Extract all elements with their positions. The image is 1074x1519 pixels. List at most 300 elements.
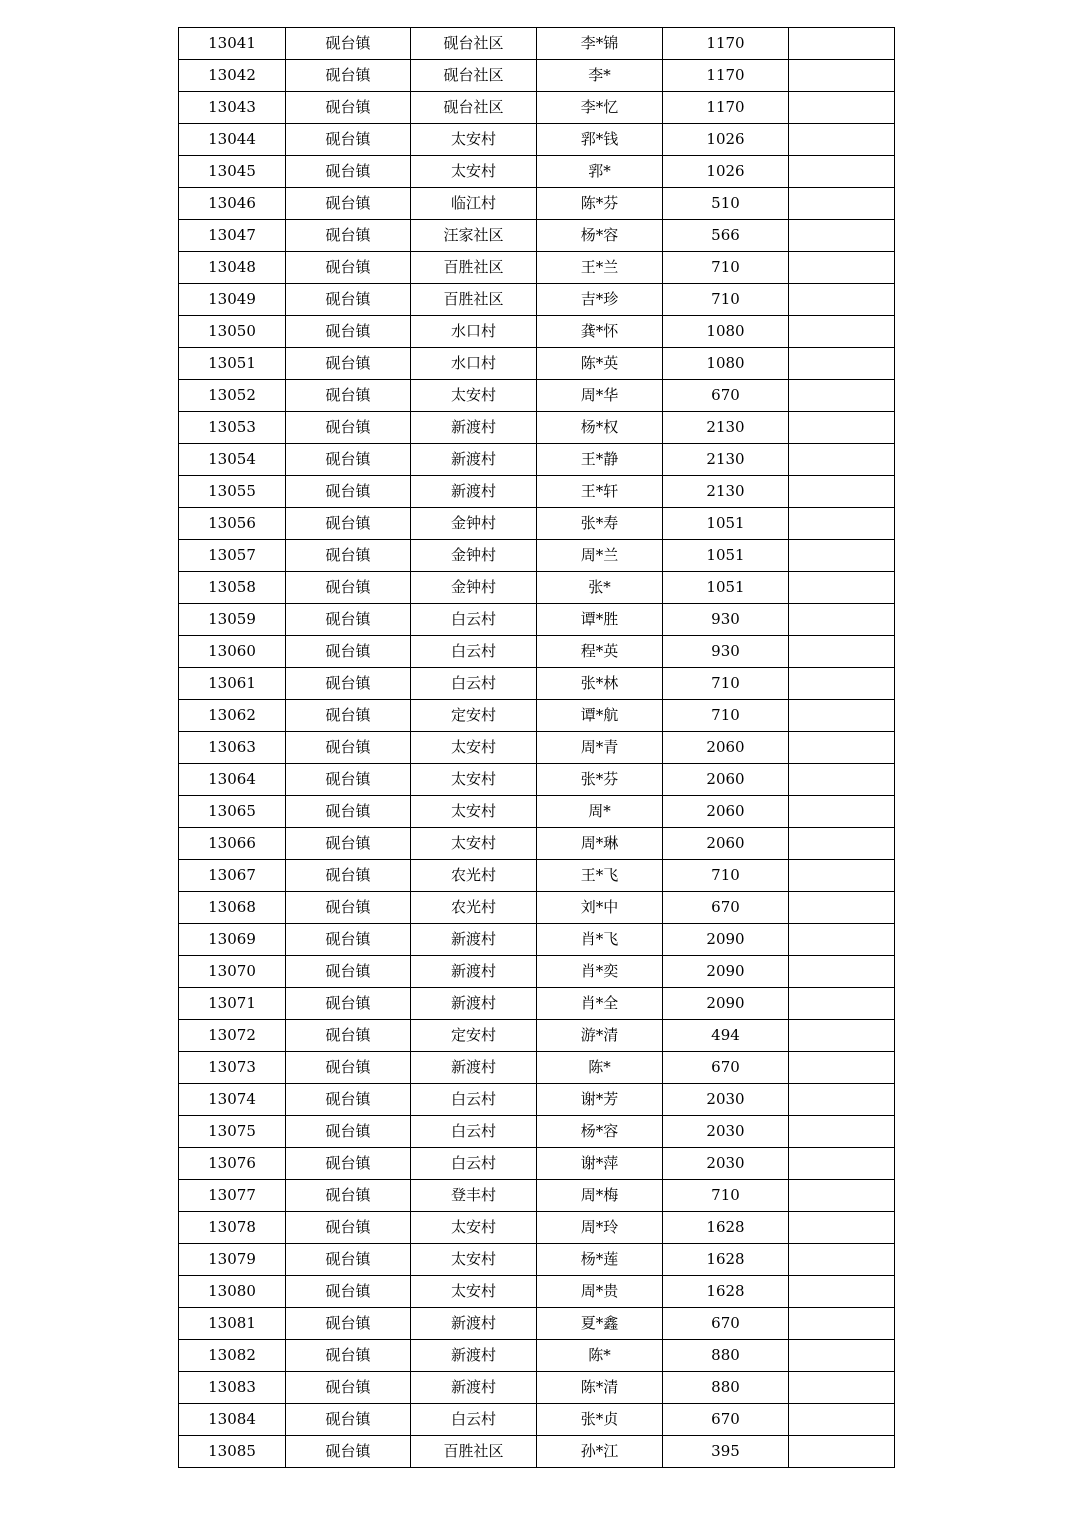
town-cell: 砚台镇 <box>286 1276 411 1308</box>
note-cell <box>789 700 895 732</box>
table-row <box>179 924 895 956</box>
name-cell: 陈* <box>537 1340 663 1372</box>
town-cell: 砚台镇 <box>286 380 411 412</box>
note-cell <box>789 1308 895 1340</box>
name-cell: 周*兰 <box>537 540 663 572</box>
row-id-cell: 13060 <box>179 636 286 668</box>
amount-cell: 710 <box>663 252 789 284</box>
name-cell: 张*林 <box>537 668 663 700</box>
name-cell: 陈*芬 <box>537 188 663 220</box>
name-cell: 李* <box>537 60 663 92</box>
row-id-cell: 13063 <box>179 732 286 764</box>
town-cell: 砚台镇 <box>286 732 411 764</box>
village-cell: 太安村 <box>411 1244 537 1276</box>
note-cell <box>789 668 895 700</box>
table-row <box>179 92 895 124</box>
town-cell: 砚台镇 <box>286 604 411 636</box>
table-row <box>179 60 895 92</box>
village-cell: 太安村 <box>411 1276 537 1308</box>
row-id-cell: 13073 <box>179 1052 286 1084</box>
row-id-cell: 13081 <box>179 1308 286 1340</box>
amount-cell: 1628 <box>663 1244 789 1276</box>
row-id-cell: 13067 <box>179 860 286 892</box>
amount-cell: 1026 <box>663 156 789 188</box>
table-row <box>179 444 895 476</box>
row-id-cell: 13049 <box>179 284 286 316</box>
row-id-cell: 13055 <box>179 476 286 508</box>
town-cell: 砚台镇 <box>286 1148 411 1180</box>
row-id-cell: 13085 <box>179 1436 286 1468</box>
note-cell <box>789 444 895 476</box>
note-cell <box>789 412 895 444</box>
row-id-cell: 13068 <box>179 892 286 924</box>
amount-cell: 1628 <box>663 1276 789 1308</box>
amount-cell: 510 <box>663 188 789 220</box>
table-row <box>179 668 895 700</box>
village-cell: 太安村 <box>411 1212 537 1244</box>
table-row <box>179 1052 895 1084</box>
amount-cell: 1080 <box>663 348 789 380</box>
table-row <box>179 1340 895 1372</box>
amount-cell: 710 <box>663 668 789 700</box>
row-id-cell: 13077 <box>179 1180 286 1212</box>
table-row <box>179 956 895 988</box>
note-cell <box>789 1276 895 1308</box>
name-cell: 张*贞 <box>537 1404 663 1436</box>
name-cell: 谭*胜 <box>537 604 663 636</box>
row-id-cell: 13042 <box>179 60 286 92</box>
row-id-cell: 13048 <box>179 252 286 284</box>
note-cell <box>789 1180 895 1212</box>
table-row <box>179 28 895 60</box>
name-cell: 程*英 <box>537 636 663 668</box>
amount-cell: 710 <box>663 1180 789 1212</box>
table-row <box>179 764 895 796</box>
table-row <box>179 188 895 220</box>
town-cell: 砚台镇 <box>286 700 411 732</box>
note-cell <box>789 348 895 380</box>
name-cell: 龚*怀 <box>537 316 663 348</box>
note-cell <box>789 1436 895 1468</box>
name-cell: 周*玲 <box>537 1212 663 1244</box>
amount-cell: 880 <box>663 1372 789 1404</box>
town-cell: 砚台镇 <box>286 1340 411 1372</box>
name-cell: 杨*容 <box>537 1116 663 1148</box>
row-id-cell: 13082 <box>179 1340 286 1372</box>
amount-cell: 2030 <box>663 1148 789 1180</box>
amount-cell: 670 <box>663 1308 789 1340</box>
village-cell: 农光村 <box>411 892 537 924</box>
amount-cell: 2130 <box>663 444 789 476</box>
village-cell: 太安村 <box>411 732 537 764</box>
amount-cell: 1628 <box>663 1212 789 1244</box>
village-cell: 白云村 <box>411 604 537 636</box>
table-row <box>179 156 895 188</box>
row-id-cell: 13069 <box>179 924 286 956</box>
row-id-cell: 13066 <box>179 828 286 860</box>
name-cell: 周*梅 <box>537 1180 663 1212</box>
town-cell: 砚台镇 <box>286 892 411 924</box>
amount-cell: 1170 <box>663 92 789 124</box>
town-cell: 砚台镇 <box>286 220 411 252</box>
town-cell: 砚台镇 <box>286 412 411 444</box>
town-cell: 砚台镇 <box>286 860 411 892</box>
table-row <box>179 1244 895 1276</box>
amount-cell: 1051 <box>663 508 789 540</box>
note-cell <box>789 860 895 892</box>
village-cell: 太安村 <box>411 796 537 828</box>
table-row <box>179 540 895 572</box>
name-cell: 张*寿 <box>537 508 663 540</box>
amount-cell: 2090 <box>663 924 789 956</box>
amount-cell: 2060 <box>663 828 789 860</box>
row-id-cell: 13047 <box>179 220 286 252</box>
village-cell: 百胜社区 <box>411 284 537 316</box>
amount-cell: 2060 <box>663 764 789 796</box>
town-cell: 砚台镇 <box>286 28 411 60</box>
village-cell: 新渡村 <box>411 924 537 956</box>
amount-cell: 710 <box>663 860 789 892</box>
table-row <box>179 1212 895 1244</box>
village-cell: 百胜社区 <box>411 252 537 284</box>
amount-cell: 670 <box>663 1404 789 1436</box>
note-cell <box>789 1052 895 1084</box>
row-id-cell: 13083 <box>179 1372 286 1404</box>
note-cell <box>789 924 895 956</box>
table-row <box>179 316 895 348</box>
village-cell: 登丰村 <box>411 1180 537 1212</box>
table-row <box>179 1404 895 1436</box>
name-cell: 张* <box>537 572 663 604</box>
roster-table-body <box>179 28 895 1468</box>
name-cell: 李*忆 <box>537 92 663 124</box>
town-cell: 砚台镇 <box>286 1372 411 1404</box>
row-id-cell: 13080 <box>179 1276 286 1308</box>
village-cell: 水口村 <box>411 316 537 348</box>
row-id-cell: 13043 <box>179 92 286 124</box>
village-cell: 金钟村 <box>411 572 537 604</box>
table-row <box>179 604 895 636</box>
row-id-cell: 13044 <box>179 124 286 156</box>
amount-cell: 1051 <box>663 540 789 572</box>
town-cell: 砚台镇 <box>286 1052 411 1084</box>
name-cell: 王*兰 <box>537 252 663 284</box>
name-cell: 周* <box>537 796 663 828</box>
row-id-cell: 13045 <box>179 156 286 188</box>
amount-cell: 2090 <box>663 988 789 1020</box>
note-cell <box>789 188 895 220</box>
village-cell: 新渡村 <box>411 956 537 988</box>
row-id-cell: 13078 <box>179 1212 286 1244</box>
village-cell: 新渡村 <box>411 1052 537 1084</box>
village-cell: 汪家社区 <box>411 220 537 252</box>
row-id-cell: 13057 <box>179 540 286 572</box>
name-cell: 郛* <box>537 156 663 188</box>
amount-cell: 2030 <box>663 1084 789 1116</box>
note-cell <box>789 1020 895 1052</box>
town-cell: 砚台镇 <box>286 956 411 988</box>
row-id-cell: 13084 <box>179 1404 286 1436</box>
town-cell: 砚台镇 <box>286 1436 411 1468</box>
village-cell: 新渡村 <box>411 1372 537 1404</box>
table-row <box>179 284 895 316</box>
note-cell <box>789 220 895 252</box>
village-cell: 新渡村 <box>411 444 537 476</box>
row-id-cell: 13058 <box>179 572 286 604</box>
amount-cell: 2030 <box>663 1116 789 1148</box>
town-cell: 砚台镇 <box>286 796 411 828</box>
row-id-cell: 13053 <box>179 412 286 444</box>
table-row <box>179 380 895 412</box>
amount-cell: 710 <box>663 700 789 732</box>
note-cell <box>789 1116 895 1148</box>
amount-cell: 670 <box>663 892 789 924</box>
amount-cell: 930 <box>663 604 789 636</box>
town-cell: 砚台镇 <box>286 316 411 348</box>
row-id-cell: 13070 <box>179 956 286 988</box>
town-cell: 砚台镇 <box>286 124 411 156</box>
village-cell: 太安村 <box>411 124 537 156</box>
row-id-cell: 13076 <box>179 1148 286 1180</box>
village-cell: 白云村 <box>411 1404 537 1436</box>
name-cell: 周*贵 <box>537 1276 663 1308</box>
name-cell: 孙*江 <box>537 1436 663 1468</box>
row-id-cell: 13051 <box>179 348 286 380</box>
roster-table <box>178 27 895 1468</box>
town-cell: 砚台镇 <box>286 1308 411 1340</box>
table-row <box>179 1084 895 1116</box>
table-row <box>179 572 895 604</box>
row-id-cell: 13056 <box>179 508 286 540</box>
amount-cell: 2130 <box>663 412 789 444</box>
name-cell: 张*芬 <box>537 764 663 796</box>
note-cell <box>789 508 895 540</box>
village-cell: 砚台社区 <box>411 92 537 124</box>
amount-cell: 2060 <box>663 796 789 828</box>
village-cell: 金钟村 <box>411 508 537 540</box>
note-cell <box>789 764 895 796</box>
note-cell <box>789 1244 895 1276</box>
note-cell <box>789 1340 895 1372</box>
amount-cell: 670 <box>663 380 789 412</box>
name-cell: 李*锦 <box>537 28 663 60</box>
table-row <box>179 700 895 732</box>
table-row <box>179 796 895 828</box>
note-cell <box>789 252 895 284</box>
table-row <box>179 1148 895 1180</box>
town-cell: 砚台镇 <box>286 476 411 508</box>
name-cell: 游*清 <box>537 1020 663 1052</box>
village-cell: 白云村 <box>411 636 537 668</box>
note-cell <box>789 1372 895 1404</box>
table-row <box>179 860 895 892</box>
name-cell: 王*飞 <box>537 860 663 892</box>
town-cell: 砚台镇 <box>286 924 411 956</box>
table-row <box>179 1436 895 1468</box>
village-cell: 新渡村 <box>411 412 537 444</box>
amount-cell: 1080 <box>663 316 789 348</box>
amount-cell: 1026 <box>663 124 789 156</box>
name-cell: 谢*芳 <box>537 1084 663 1116</box>
village-cell: 金钟村 <box>411 540 537 572</box>
table-row <box>179 732 895 764</box>
town-cell: 砚台镇 <box>286 348 411 380</box>
amount-cell: 566 <box>663 220 789 252</box>
town-cell: 砚台镇 <box>286 252 411 284</box>
name-cell: 刘*中 <box>537 892 663 924</box>
row-id-cell: 13041 <box>179 28 286 60</box>
village-cell: 定安村 <box>411 700 537 732</box>
amount-cell: 930 <box>663 636 789 668</box>
name-cell: 周*华 <box>537 380 663 412</box>
note-cell <box>789 316 895 348</box>
village-cell: 新渡村 <box>411 476 537 508</box>
town-cell: 砚台镇 <box>286 636 411 668</box>
table-row <box>179 1020 895 1052</box>
amount-cell: 1170 <box>663 60 789 92</box>
note-cell <box>789 284 895 316</box>
table-row <box>179 1372 895 1404</box>
name-cell: 陈*英 <box>537 348 663 380</box>
table-row <box>179 636 895 668</box>
name-cell: 王*静 <box>537 444 663 476</box>
village-cell: 临江村 <box>411 188 537 220</box>
name-cell: 肖*飞 <box>537 924 663 956</box>
town-cell: 砚台镇 <box>286 1404 411 1436</box>
town-cell: 砚台镇 <box>286 572 411 604</box>
row-id-cell: 13075 <box>179 1116 286 1148</box>
name-cell: 谢*萍 <box>537 1148 663 1180</box>
name-cell: 陈*清 <box>537 1372 663 1404</box>
town-cell: 砚台镇 <box>286 1212 411 1244</box>
table-row <box>179 508 895 540</box>
name-cell: 杨*容 <box>537 220 663 252</box>
amount-cell: 1170 <box>663 28 789 60</box>
note-cell <box>789 572 895 604</box>
note-cell <box>789 60 895 92</box>
table-row <box>179 220 895 252</box>
note-cell <box>789 1084 895 1116</box>
village-cell: 白云村 <box>411 1116 537 1148</box>
row-id-cell: 13074 <box>179 1084 286 1116</box>
note-cell <box>789 892 895 924</box>
row-id-cell: 13050 <box>179 316 286 348</box>
village-cell: 新渡村 <box>411 1308 537 1340</box>
note-cell <box>789 156 895 188</box>
note-cell <box>789 92 895 124</box>
village-cell: 农光村 <box>411 860 537 892</box>
village-cell: 太安村 <box>411 156 537 188</box>
note-cell <box>789 796 895 828</box>
note-cell <box>789 380 895 412</box>
village-cell: 新渡村 <box>411 1340 537 1372</box>
table-row <box>179 1180 895 1212</box>
village-cell: 白云村 <box>411 668 537 700</box>
name-cell: 谭*航 <box>537 700 663 732</box>
note-cell <box>789 540 895 572</box>
village-cell: 定安村 <box>411 1020 537 1052</box>
table-row <box>179 412 895 444</box>
village-cell: 太安村 <box>411 828 537 860</box>
village-cell: 新渡村 <box>411 988 537 1020</box>
row-id-cell: 13054 <box>179 444 286 476</box>
table-row <box>179 1276 895 1308</box>
name-cell: 杨*权 <box>537 412 663 444</box>
row-id-cell: 13079 <box>179 1244 286 1276</box>
town-cell: 砚台镇 <box>286 60 411 92</box>
table-row <box>179 1116 895 1148</box>
table-row <box>179 1308 895 1340</box>
table-row <box>179 988 895 1020</box>
town-cell: 砚台镇 <box>286 284 411 316</box>
name-cell: 夏*鑫 <box>537 1308 663 1340</box>
note-cell <box>789 732 895 764</box>
village-cell: 白云村 <box>411 1148 537 1180</box>
name-cell: 杨*莲 <box>537 1244 663 1276</box>
table-row <box>179 828 895 860</box>
note-cell <box>789 636 895 668</box>
town-cell: 砚台镇 <box>286 764 411 796</box>
note-cell <box>789 1404 895 1436</box>
village-cell: 百胜社区 <box>411 1436 537 1468</box>
name-cell: 肖*全 <box>537 988 663 1020</box>
amount-cell: 670 <box>663 1052 789 1084</box>
row-id-cell: 13071 <box>179 988 286 1020</box>
name-cell: 周*琳 <box>537 828 663 860</box>
town-cell: 砚台镇 <box>286 444 411 476</box>
row-id-cell: 13046 <box>179 188 286 220</box>
town-cell: 砚台镇 <box>286 1020 411 1052</box>
amount-cell: 1051 <box>663 572 789 604</box>
town-cell: 砚台镇 <box>286 668 411 700</box>
amount-cell: 2130 <box>663 476 789 508</box>
village-cell: 砚台社区 <box>411 60 537 92</box>
amount-cell: 395 <box>663 1436 789 1468</box>
table-row <box>179 252 895 284</box>
note-cell <box>789 1148 895 1180</box>
note-cell <box>789 124 895 156</box>
village-cell: 砚台社区 <box>411 28 537 60</box>
town-cell: 砚台镇 <box>286 188 411 220</box>
note-cell <box>789 476 895 508</box>
row-id-cell: 13052 <box>179 380 286 412</box>
amount-cell: 2060 <box>663 732 789 764</box>
table-row <box>179 476 895 508</box>
row-id-cell: 13065 <box>179 796 286 828</box>
table-row <box>179 892 895 924</box>
name-cell: 陈* <box>537 1052 663 1084</box>
name-cell: 周*青 <box>537 732 663 764</box>
row-id-cell: 13059 <box>179 604 286 636</box>
row-id-cell: 13064 <box>179 764 286 796</box>
table-row <box>179 348 895 380</box>
row-id-cell: 13072 <box>179 1020 286 1052</box>
village-cell: 白云村 <box>411 1084 537 1116</box>
row-id-cell: 13062 <box>179 700 286 732</box>
name-cell: 肖*奕 <box>537 956 663 988</box>
name-cell: 王*轩 <box>537 476 663 508</box>
row-id-cell: 13061 <box>179 668 286 700</box>
village-cell: 太安村 <box>411 764 537 796</box>
note-cell <box>789 604 895 636</box>
town-cell: 砚台镇 <box>286 540 411 572</box>
town-cell: 砚台镇 <box>286 828 411 860</box>
town-cell: 砚台镇 <box>286 1244 411 1276</box>
town-cell: 砚台镇 <box>286 988 411 1020</box>
note-cell <box>789 28 895 60</box>
town-cell: 砚台镇 <box>286 508 411 540</box>
amount-cell: 880 <box>663 1340 789 1372</box>
